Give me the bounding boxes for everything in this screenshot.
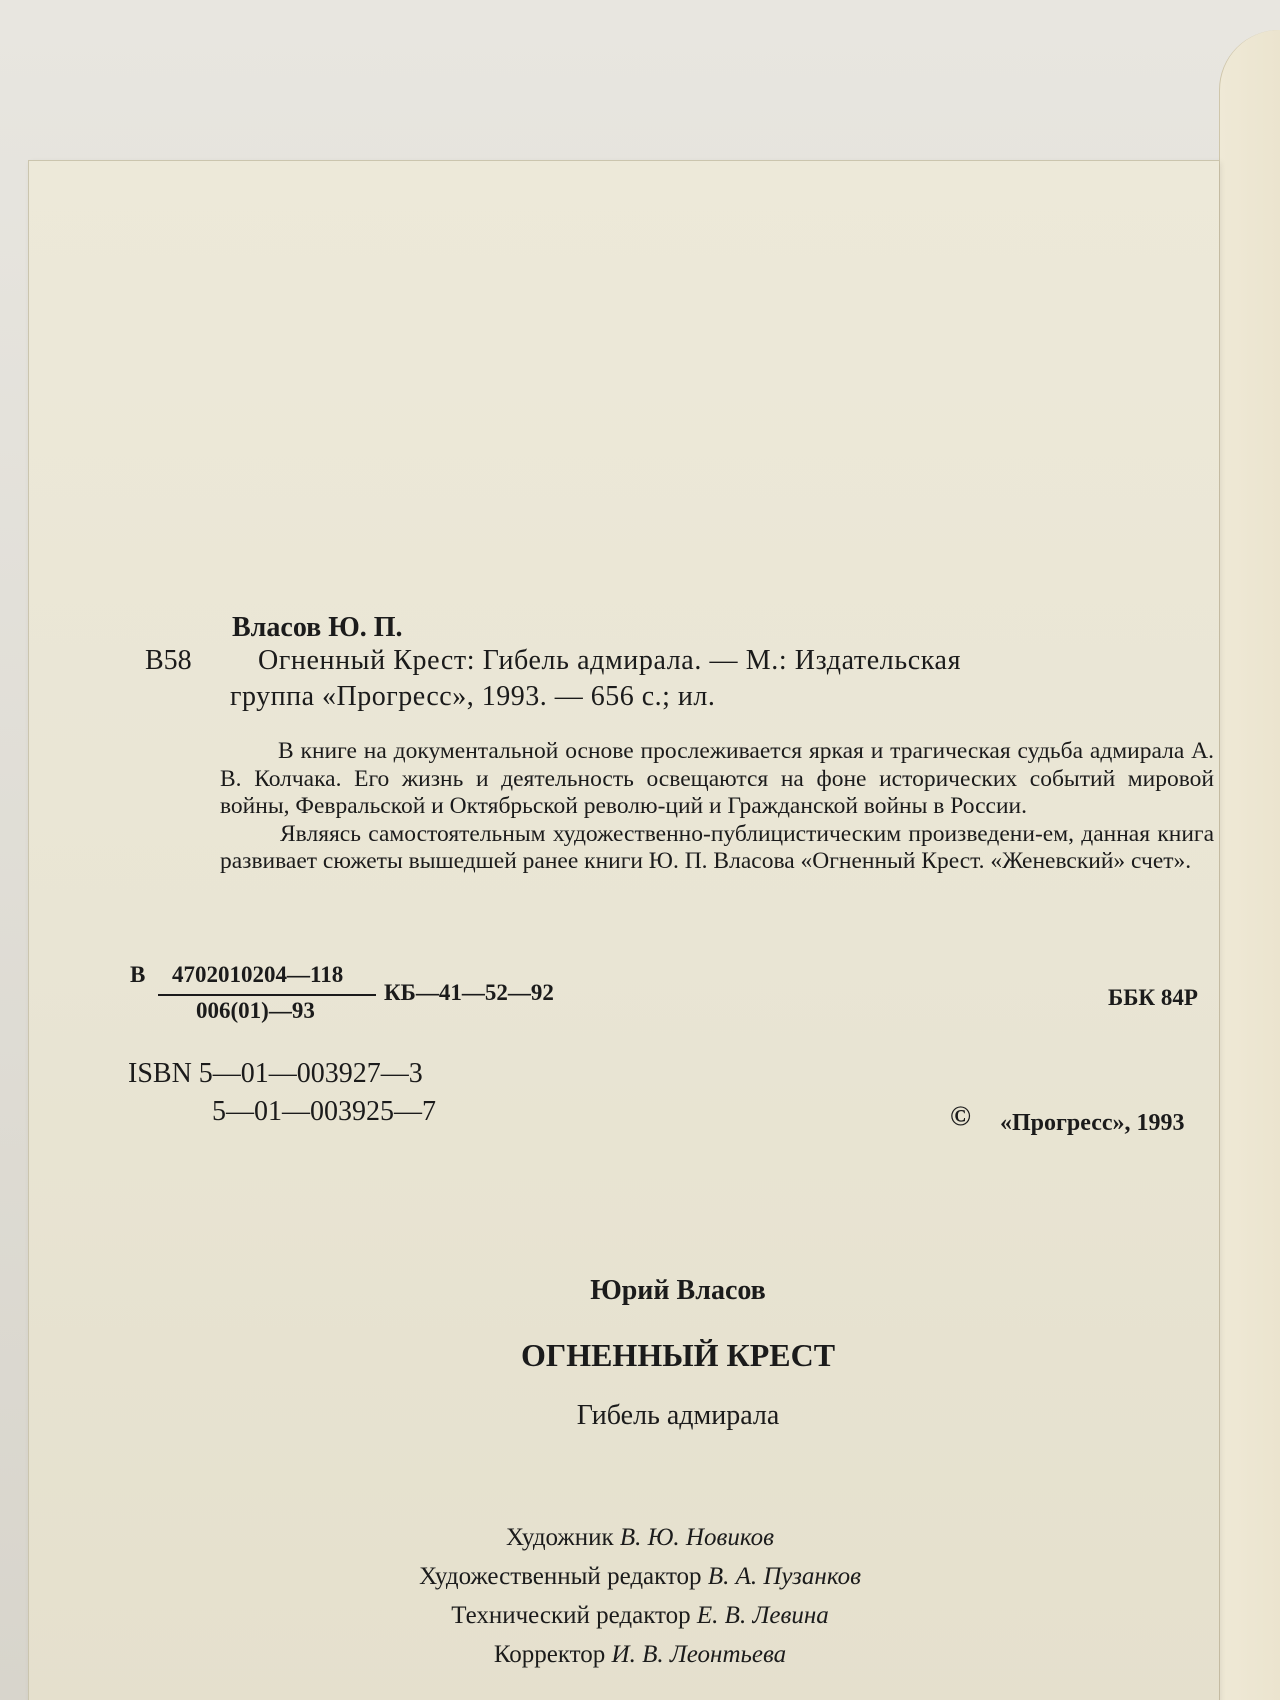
credit-role: Художественный редактор [419,1563,702,1590]
book-page [28,160,1219,1700]
credit-name: И. В. Леонтьева [611,1641,787,1668]
isbn-line-2: 5—01—003925—7 [212,1096,436,1127]
copyright-icon: © [950,1101,971,1132]
biblio-line-2: группа «Прогресс», 1993. — 656 с.; ил. [230,681,716,712]
credit-name: В. Ю. Новиков [619,1524,774,1551]
annotation [220,738,1214,876]
credit-proofreader [300,1641,980,1669]
credit-role: Художник [506,1524,614,1551]
credit-role: Корректор [493,1641,606,1668]
credit-role: Технический редактор [451,1602,691,1629]
kb-code: КБ—41—52—92 [384,980,554,1005]
next-page-edge [1219,30,1280,1700]
annotation-paragraph-2: Являясь самостоятельным художественно-публицистическим произведени-ем, данная книга развивает сюжеты вышедшей ранее книги Ю. П. Власова «Огненный Крест. «Женевский» счет». [220,820,1214,874]
fraction-line [158,994,376,996]
biblio-line-1: Огненный Крест: Гибель адмирала. — М.: Издательская [258,645,962,676]
copyright-text: «Прогресс», 1993 [1000,1110,1185,1136]
book-title: ОГНЕННЫЙ КРЕСТ [520,1337,836,1373]
credit-name: В. А. Пузанков [707,1563,861,1590]
index-numerator: 4702010204—118 [172,962,344,987]
credit-artist [300,1524,980,1552]
annotation-paragraph-1: В книге на документальной основе прослеживается яркая и трагическая судьба адмирала А. В. Колчака. Его жизнь и деятельность освещаются на фоне исторических событий мировой войны, Февральской и Октябрьской револю-ций и Гражданской войны в России. [220,738,1214,819]
bbk-code: ББК 84Р [1108,985,1198,1010]
credit-art-editor [300,1563,980,1591]
book-subtitle: Гибель адмирала [576,1400,780,1431]
index-denominator: 006(01)—93 [196,998,315,1023]
isbn-line-1: ISBN 5—01—003927—3 [128,1058,423,1089]
credit-name: Е. В. Левина [696,1602,829,1629]
catalog-author-heading: Власов Ю. П. [232,612,403,643]
catalog-code: В58 [145,645,192,676]
credit-tech-editor [300,1602,980,1630]
title-author: Юрий Власов [590,1275,766,1306]
index-letter: В [130,962,146,987]
